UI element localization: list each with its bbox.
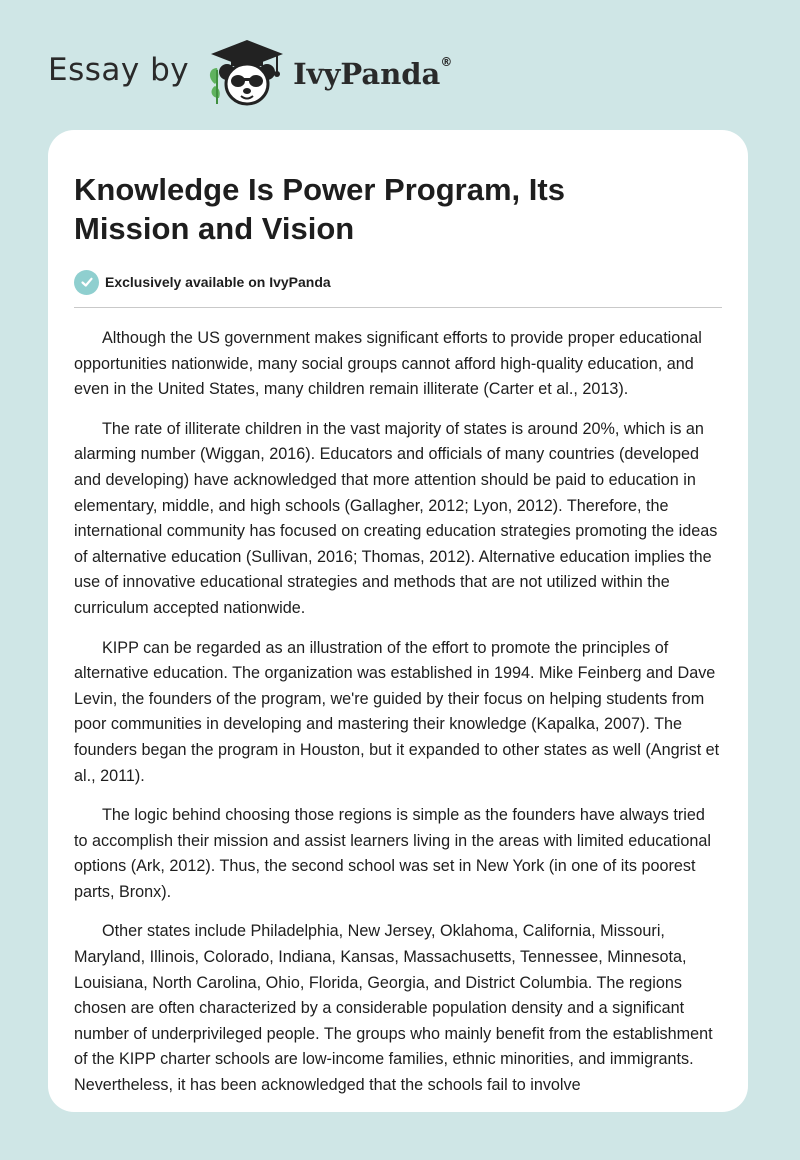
check-icon [74, 270, 99, 295]
essay-body [74, 326, 722, 1099]
exclusive-label: Exclusively available on IvyPanda [105, 274, 331, 290]
page-title: Knowledge Is Power Program, Its Mission and Vision [74, 172, 565, 246]
paragraph: The rate of illiterate children in the vast majority of states is around 20%, which is an alarming number (Wiggan, 2016). Educators and officials of many countries (developed and developing) have acknowledged that more attention should be paid to education in elementary, middle, and high schools (Gallagher, 2012; Lyon, 2012). Therefore, the international community has focused on creating education strategies promoting the ideas of alternative education (Sullivan, 2016; Thomas, 2012). Alternative education implies the use of innovative educational strategies and methods that are not utilized within the curriculum accepted nationwide. [74, 419, 718, 617]
paragraph: Other states include Philadelphia, New Jersey, Oklahoma, California, Missouri, Maryland, Illinois, Colorado, Indiana, Kansas, Massachusetts, Tennessee, Minnesota, Louisiana, North Carolina, Ohio, Florida, Georgia, and District Columbia. The regions chosen are often characterized by a considerable population density and a significant number of underprivileged people. The groups who mainly benefit from the establishment of the KIPP charter schools are low-income families, ethnic minorities, and immigrants. Nevertheless, it has been acknowledged that the schools fail to involve [74, 922, 713, 1095]
essay-card [48, 130, 748, 1112]
paragraph: The logic behind choosing those regions is simple as the founders have always tried to accomplish their mission and assist learners living in the areas with limited educational options (Ark, 2012). Thus, the second school was set in New York (in one of its poorest parts, Bronx). [74, 806, 712, 901]
paragraph: Although the US government makes significant efforts to provide proper educational opportunities nationwide, many social groups cannot afford high-quality education, and even in the United States, many children remain illiterate (Carter et al., 2013). [74, 329, 702, 399]
brand-name[interactable]: IvyPanda® [293, 55, 453, 91]
site-header [48, 38, 452, 108]
essay-by-label: Essay by [48, 52, 190, 88]
exclusive-badge [74, 269, 722, 295]
registered-mark: ® [440, 55, 453, 69]
panda-graduate-icon [205, 38, 289, 108]
divider [74, 307, 722, 308]
paragraph: KIPP can be regarded as an illustration of the effort to promote the principles of alternative education. The organization was established in 1994. Mike Feinberg and Dave Levin, the founders of the program, we're guided by their focus on helping students from poor communities in developing and mastering their knowledge (Kapalka, 2007). The founders began the program in Houston, but it expanded to other states as well (Angrist et al., 2011). [74, 638, 720, 785]
